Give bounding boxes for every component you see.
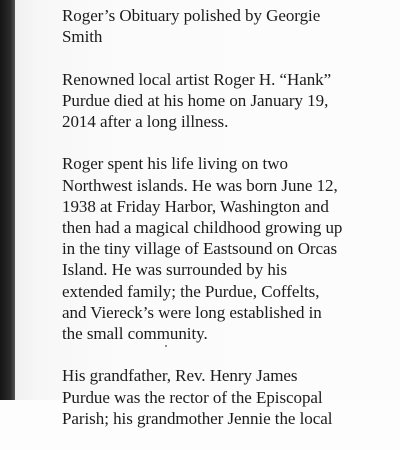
text-line: Roger spent his life living on two — [62, 154, 288, 174]
scan-binding-edge — [0, 0, 15, 400]
title-paragraph — [62, 5, 394, 47]
text-line: Purdue died at his home on January 19, — [62, 90, 329, 110]
text-line: Purdue was the rector of the Episcopal — [62, 387, 323, 407]
text-line: in the tiny village of Eastsound on Orcas — [62, 239, 338, 259]
text-line: Island. He was surrounded by his — [62, 260, 288, 280]
text-line: Renowned local artist Roger H. “Hank” — [62, 69, 332, 89]
text-line: and Viereck’s were long established in — [62, 302, 322, 322]
obituary-text — [62, 5, 394, 450]
text-line: extended family; the Purdue, Coffelts, — [62, 281, 320, 301]
text-line: His grandfather, Rev. Henry James — [62, 366, 298, 386]
text-line: Smith — [62, 27, 103, 47]
biography-paragraph — [62, 153, 394, 344]
text-line: 1938 at Friday Harbor, Washington and — [62, 196, 329, 216]
text-line: the small community. — [62, 324, 208, 344]
text-line: then had a magical childhood growing up — [62, 218, 343, 237]
family-paragraph — [62, 365, 394, 429]
death-announcement-paragraph — [62, 69, 394, 133]
text-line: Northwest islands. He was born June 12, — [62, 175, 338, 195]
text-line: Parish; his grandmother Jennie the local — [62, 408, 333, 428]
text-line: Roger’s Obituary polished by Georgie — [62, 6, 321, 25]
text-line: 2014 after a long illness. — [62, 112, 229, 131]
